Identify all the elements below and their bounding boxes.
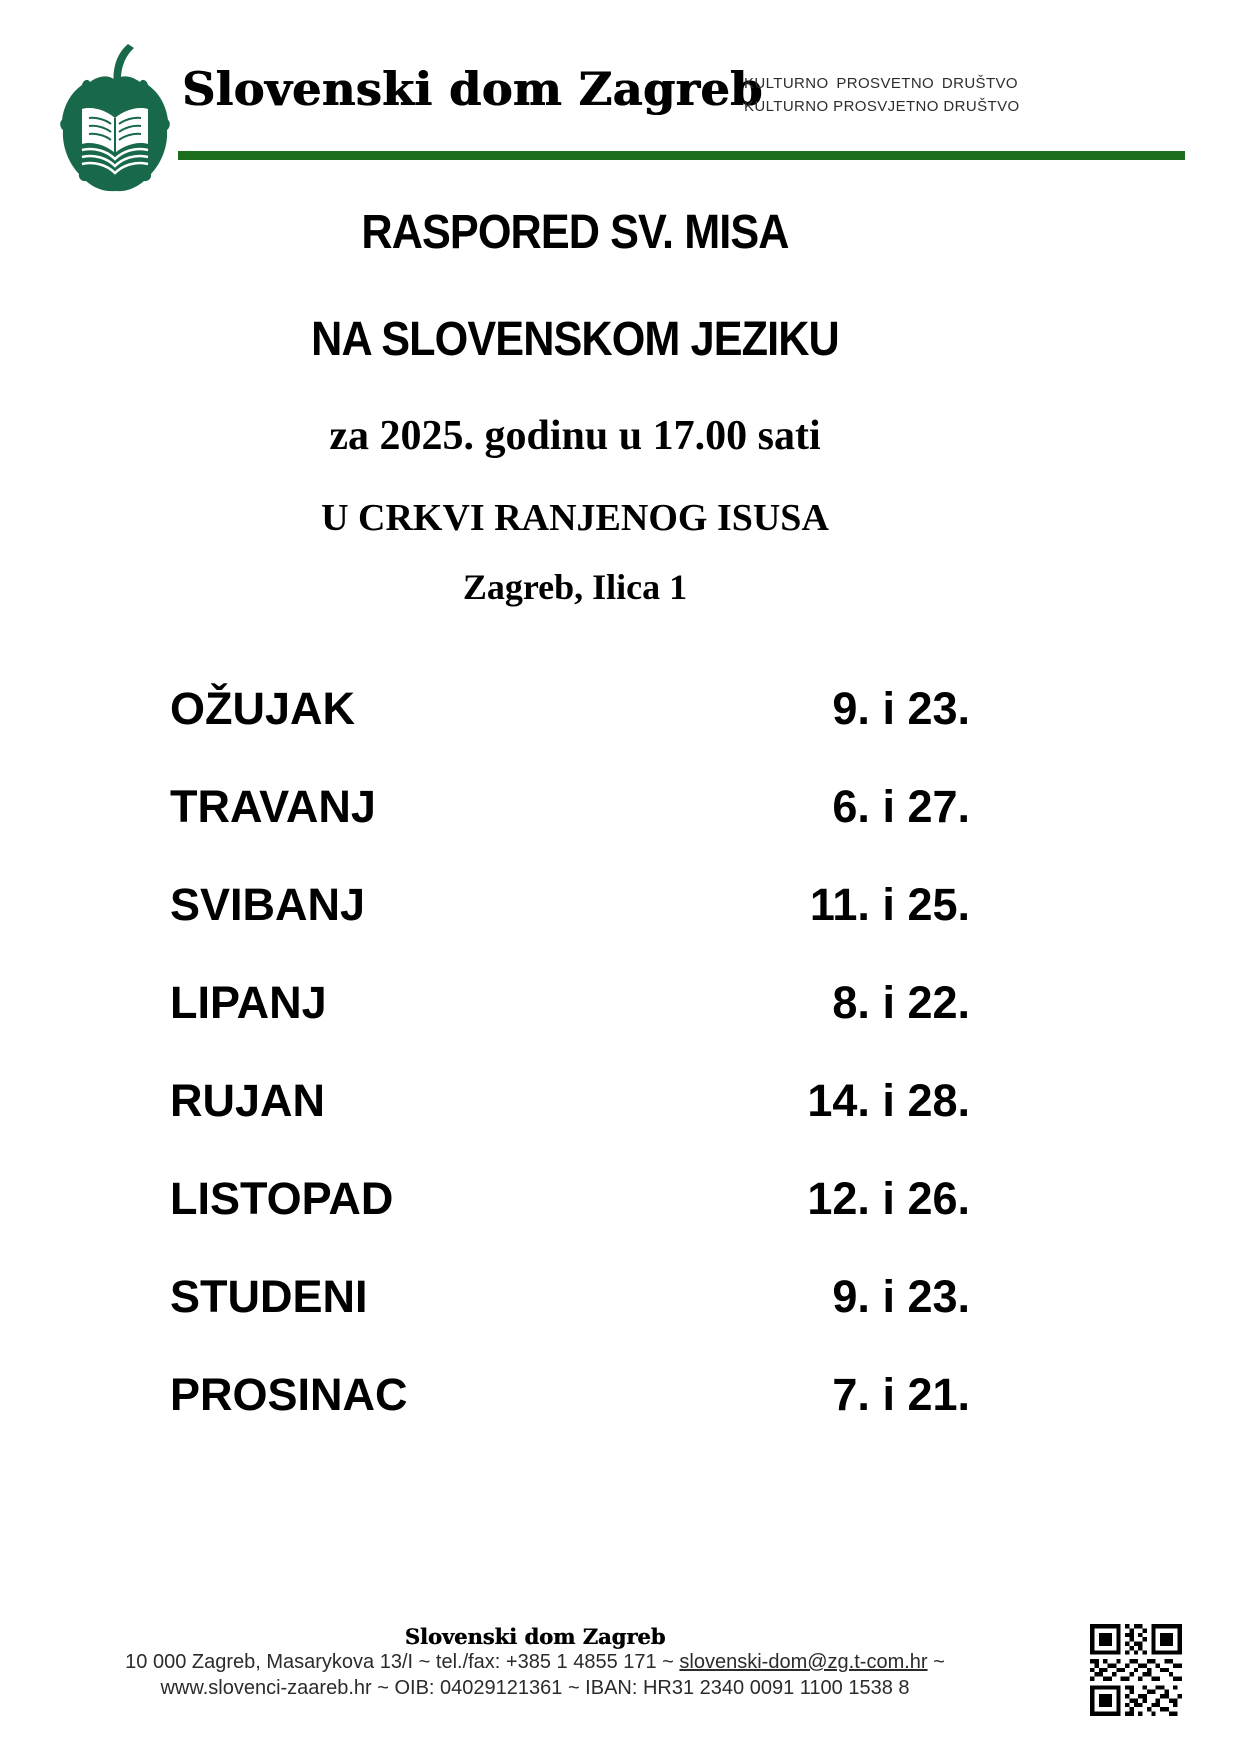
schedule-row: [170, 1346, 970, 1444]
dates-label: 11. i 25.: [809, 879, 970, 930]
schedule-row: [170, 1150, 970, 1248]
schedule-row: [170, 758, 970, 856]
subtitle-church: U CRKVI RANJENOG ISUSA: [321, 497, 829, 539]
qr-code-icon: [1090, 1624, 1182, 1716]
schedule-row: [170, 1052, 970, 1150]
month-label: STUDENI: [170, 1271, 368, 1322]
header-subtitle-line1: KULTURNO PROSVETNO DRUŠTVO: [744, 75, 1018, 92]
main-title-line2: NA SLOVENSKOM JEZIKU: [311, 313, 839, 366]
month-label: RUJAN: [170, 1075, 326, 1126]
header-subtitle-line2: KULTURNO PROSVJETNO DRUŠTVO: [744, 98, 1020, 115]
org-title: Slovenski dom Zagreb: [182, 62, 763, 116]
main-title-line1: RASPORED SV. MISA: [361, 206, 789, 259]
schedule-row: [170, 954, 970, 1052]
slovenski-dom-logo: [52, 40, 178, 192]
footer-email-link[interactable]: slovenski-dom@zg.t-com.hr: [679, 1651, 928, 1673]
footer-info-line: www.slovenci-zaareb.hr ~ OIB: 04029121361 ~ IBAN: HR31 2340 0091 1100 1538 8: [160, 1677, 910, 1699]
dates-label: 7. i 21.: [832, 1369, 970, 1420]
schedule-row: [170, 1248, 970, 1346]
subtitle-address: Zagreb, Ilica 1: [462, 567, 688, 607]
month-label: LISTOPAD: [170, 1173, 394, 1224]
dates-label: 9. i 23.: [832, 683, 970, 734]
footer-address-suffix: ~: [927, 1651, 945, 1673]
schedule-row: [170, 856, 970, 954]
month-label: LIPANJ: [170, 977, 327, 1028]
month-label: PROSINAC: [170, 1369, 408, 1420]
green-divider: [178, 151, 1185, 160]
footer-org-name: Slovenski dom Zagreb: [404, 1624, 666, 1649]
month-label: OŽUJAK: [170, 683, 356, 734]
footer-address-prefix: 10 000 Zagreb, Masarykova 13/I ~ tel./fax: +385 1 4855 171 ~: [125, 1651, 680, 1673]
dates-label: 6. i 27.: [832, 781, 970, 832]
mass-schedule-table: [170, 660, 970, 1444]
dates-label: 12. i 26.: [807, 1173, 970, 1224]
header-subtitle: [744, 72, 1018, 118]
dates-label: 9. i 23.: [832, 1271, 970, 1322]
footer-address-line: [30, 1649, 1040, 1675]
dates-label: 14. i 28.: [807, 1075, 970, 1126]
subtitle-year-time: za 2025. godinu u 17.00 sati: [329, 413, 821, 459]
footer: [30, 1624, 1040, 1701]
month-label: TRAVANJ: [170, 781, 376, 832]
leaf-book-logo-icon: [52, 40, 178, 192]
dates-label: 8. i 22.: [832, 977, 970, 1028]
month-label: SVIBANJ: [170, 879, 366, 930]
schedule-row: [170, 660, 970, 758]
